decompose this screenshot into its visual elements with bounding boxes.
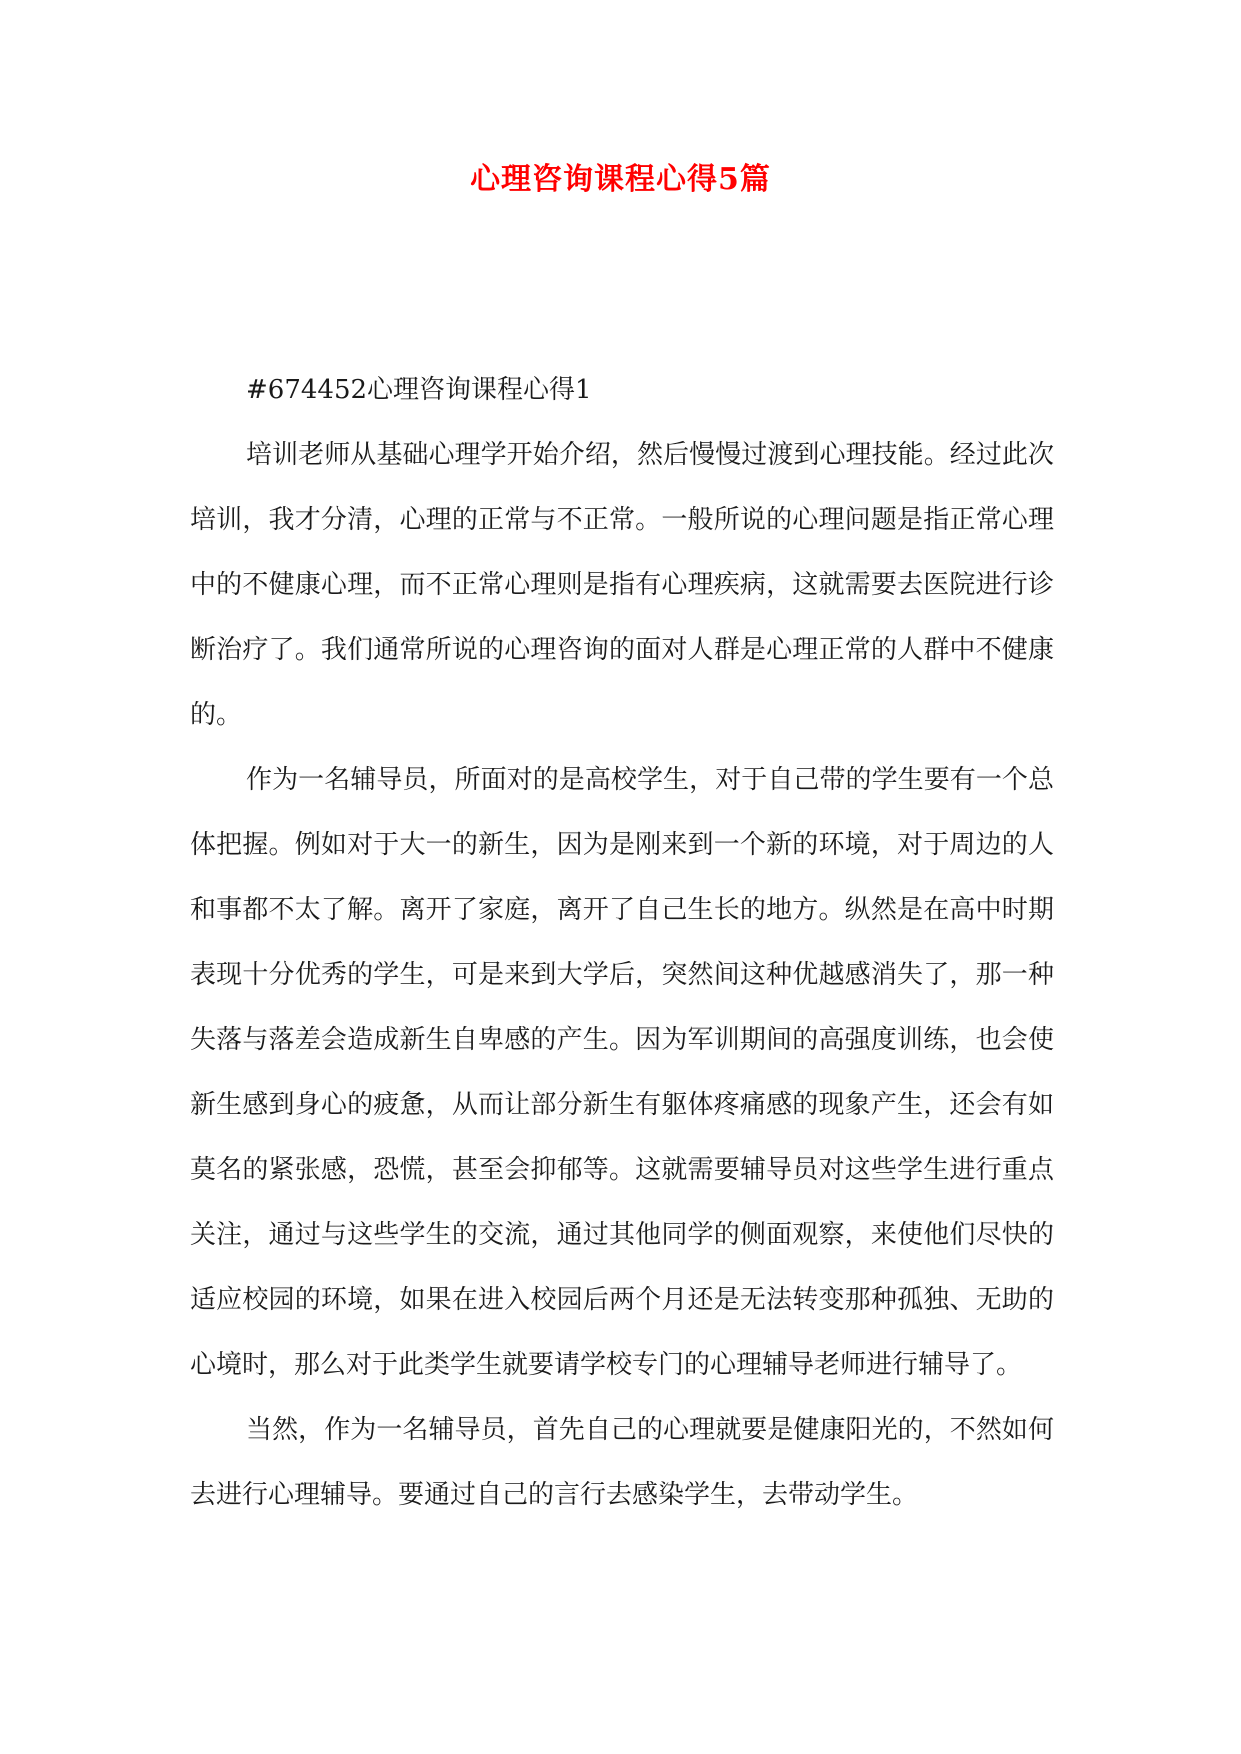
document-title: 心理咨询课程心得5篇 bbox=[470, 162, 771, 197]
section-heading: #674452心理咨询课程心得1 bbox=[246, 375, 592, 405]
body-paragraph: 当然，作为一名辅导员，首先自己的心理就要是健康阳光的，不然如何去进行心理辅导。要通过自己的言行去感染学生，去带动学生。 bbox=[190, 1415, 1054, 1510]
document-body bbox=[190, 358, 1054, 1528]
body-paragraph: 作为一名辅导员，所面对的是高校学生，对于自己带的学生要有一个总体把握。例如对于大一的新生，因为是刚来到一个新的环境，对于周边的人和事都不太了解。离开了家庭，离开了自己生长的地方。纵然是在高中时期表现十分优秀的学生，可是来到大学后，突然间这种优越感消失了，那一种失落与落差会造成新生自卑感的产生。因为军训期间的高强度训练，也会使新生感到身心的疲惫，从而让部分新生有躯体疼痛感的现象产生，还会有如莫名的紧张感，恐慌，甚至会抑郁等。这就需要辅导员对这些学生进行重点关注，通过与这些学生的交流，通过其他同学的侧面观察，来使他们尽快的适应校园的环境，如果在进入校园后两个月还是无法转变那种孤独、无助的心境时，那么对于此类学生就要请学校专门的心理辅导老师进行辅导了。 bbox=[190, 765, 1054, 1380]
body-paragraph: 培训老师从基础心理学开始介绍，然后慢慢过渡到心理技能。经过此次培训，我才分清，心理的正常与不正常。一般所说的心理问题是指正常心理中的不健康心理，而不正常心理则是指有心理疾病，这就需要去医院进行诊断治疗了。我们通常所说的心理咨询的面对人群是心理正常的人群中不健康的。 bbox=[190, 440, 1054, 730]
